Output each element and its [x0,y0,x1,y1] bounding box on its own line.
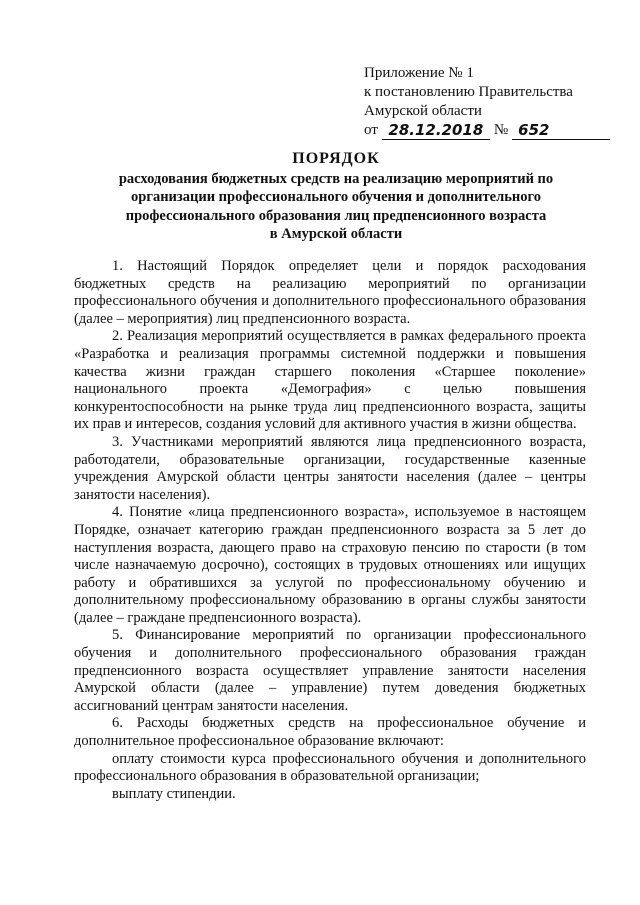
title-main: ПОРЯДОК [292,150,380,167]
paragraph-3: 3. Участниками мероприятий являются лица предпенсионного возраста, работодатели, образовательные организации, государственные казенные учреждения Амурской области центры занятости населения (далее – центры занятости населения). [74,433,586,503]
title-subtitle-line-4: в Амурской области [269,226,403,243]
number-label: № [493,122,509,138]
title-subtitle-line-1: расходования бюджетных средств на реализацию мероприятий по [118,171,554,187]
paragraph-6: 6. Расходы бюджетных средств на профессиональное обучение и дополнительное профессиональное образование включают: [74,715,586,750]
document-body [74,258,586,803]
paragraph-1: 1. Настоящий Порядок определяет цели и порядок расходования бюджетных средств на реализацию мероприятий по организации профессионального обучения и дополнительного профессионального образования (далее – мероприятия) лиц предпенсионного возраста. [74,258,586,327]
appendix-resolution-ref: к постановлению Правительства [364,84,573,100]
list-item-course-payment: оплату стоимости курса профессионального обучения и дополнительного профессионального образования в образовательной организации; [74,750,586,785]
paragraph-4: 4. Понятие «лица предпенсионного возраста», используемое в настоящем Порядке, означает категорию граждан предпенсионного возраста за 5 лет до наступления возраста, дающего право на страховую пенсию по старости (в том числе назначаемую досрочно), состоящих в трудовых отношениях или ищущих работу и обратившихся за услугой по профессиональному обучению и дополнительному профессиональному образованию в органы службы занятости (далее – граждане предпенсионного возраста). [74,504,586,626]
handwritten-date: 28.12.2018 [382,122,490,140]
from-label: от [364,122,378,138]
appendix-header [364,64,634,140]
handwritten-number: 652 [512,122,610,140]
list-item-stipend: выплату стипендии. [112,785,236,802]
document-title [86,149,586,244]
paragraph-5: 5. Финансирование мероприятий по организации профессионального обучения и дополнительного профессионального образования граждан предпенсионного возраста осуществляет управление занятости населения Амурской области (далее – управление) путем доведения бюджетных ассигнований центрам занятости населения. [74,627,586,714]
appendix-number: Приложение № 1 [364,65,474,81]
title-subtitle-line-3: профессионального образования лиц предпенсионного возраста [125,207,547,224]
appendix-region: Амурской области [364,103,482,119]
paragraph-2: 2. Реализация мероприятий осуществляется в рамках федерального проекта «Разработка и реализация программы системной поддержки и повышения качества жизни граждан старшего поколения «Старшее поколение» национального проекта «Демография» с целью повышения конкурентоспособности на рынке труда лиц предпенсионного возраста, защиты их прав и интересов, создания условий для активного участия в жизни общества. [74,328,586,433]
title-subtitle-line-2: организации профессионального обучения и дополнительного [131,189,541,206]
appendix-date-number-line [364,121,634,140]
